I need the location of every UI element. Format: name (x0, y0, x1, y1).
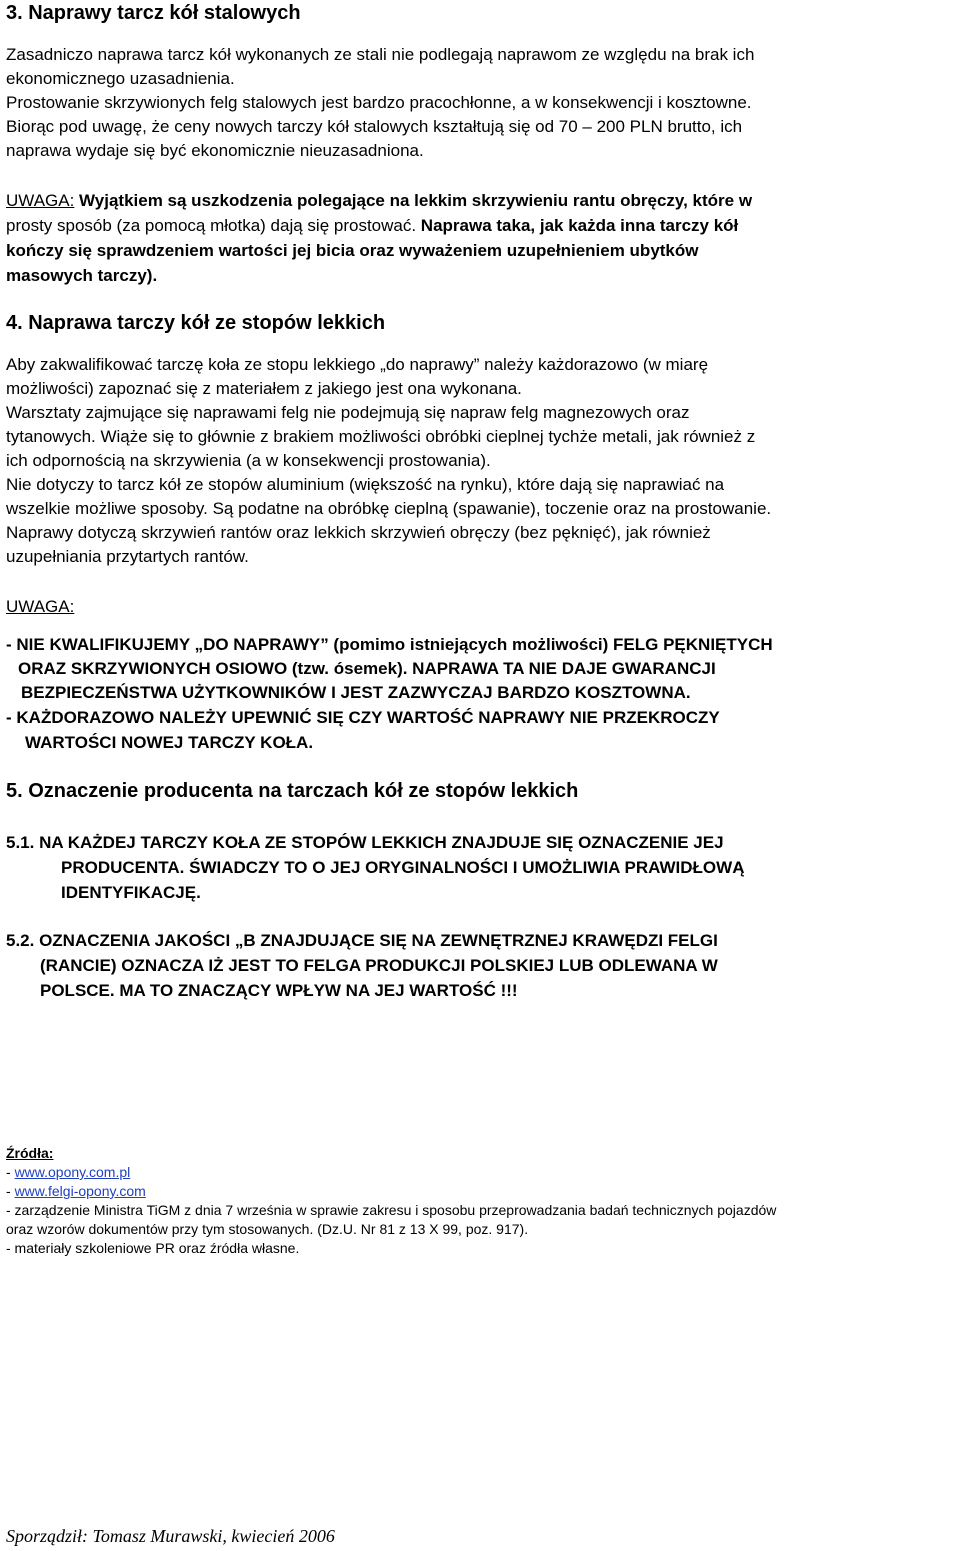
paragraph-line: Naprawy dotyczą skrzywień rantów oraz lekkich skrzywień obręczy (bez pęknięć), jak również (6, 523, 711, 542)
numbered-item-line: IDENTYFIKACJĘ. (61, 883, 201, 902)
paragraph-line: Aby zakwalifikować tarczę koła ze stopu lekkiego „do naprawy” należy każdorazowo (w miarę (6, 355, 709, 374)
numbered-item-line: 5.2. OZNACZENIA JAKOŚCI „B ZNAJDUJĄCE SIĘ NA ZEWNĘTRZNEJ KRAWĘDZI FELGI (6, 931, 718, 950)
warning-label: UWAGA: (6, 597, 75, 616)
warning-line: - KAŻDORAZOWO NALEŻY UPEWNIĆ SIĘ CZY WARTOŚĆ NAPRAWY NIE PRZEKROCZY (6, 708, 720, 727)
section-3-heading: 3. Naprawy tarcz kół stalowych (6, 2, 301, 24)
source-link[interactable]: www.opony.com.pl (14, 1164, 131, 1180)
warning-line: kończy się sprawdzeniem wartości jej bicia oraz wyważeniem uzupełnieniem ubytków (6, 241, 699, 260)
numbered-item-line: PRODUCENTA. ŚWIADCZY TO O JEJ ORYGINALNOŚCI I UMOŻLIWIA PRAWIDŁOWĄ (61, 858, 745, 877)
warning-line: UWAGA: Wyjątkiem są uszkodzenia polegające na lekkim skrzywieniu rantu obręczy, które w (6, 191, 753, 210)
paragraph-line: Biorąc pod uwagę, że ceny nowych tarczy kół stalowych kształtują się od 70 – 200 PLN brutto, ich (6, 117, 743, 136)
paragraph-line: Prostowanie skrzywionych felg stalowych jest bardzo pracochłonne, a w konsekwencji i kosztowne. (6, 93, 752, 112)
sources-heading: Źródła: (6, 1145, 54, 1161)
paragraph-line: wszelkie możliwe sposoby. Są podatne na obróbkę cieplną (spawanie), toczenie oraz na prostowanie. (6, 499, 772, 518)
warning-label: UWAGA: (6, 191, 75, 210)
numbered-item-line: (RANCIE) OZNACZA IŻ JEST TO FELGA PRODUKCJI POLSKIEJ LUB ODLEWANA W (40, 956, 718, 975)
source-item: oraz wzorów dokumentów przy tym stosowanych. (Dz.U. Nr 81 z 13 X 99, poz. 917). (6, 1221, 529, 1237)
source-item: - www.opony.com.pl (6, 1164, 131, 1180)
paragraph-line: tytanowych. Wiąże się to głównie z brakiem możliwości obróbki cieplnej tychże metali, jak również z (6, 427, 756, 446)
paragraph-line: możliwości) zapoznać się z materiałem z jakiego jest ona wykonana. (6, 379, 522, 398)
numbered-item-line: 5.1. NA KAŻDEJ TARCZY KOŁA ZE STOPÓW LEKKICH ZNAJDUJE SIĘ OZNACZENIE JEJ (6, 833, 724, 852)
paragraph-line: uzupełniania przytartych rantów. (6, 547, 249, 566)
paragraph-line: naprawa wydaje się być ekonomicznie nieuzasadniona. (6, 141, 424, 160)
source-item: - zarządzenie Ministra TiGM z dnia 7 września w sprawie zakresu i sposobu przeprowadzania badań technicznych pojazdów (6, 1202, 777, 1218)
numbered-item-line: POLSCE. MA TO ZNACZĄCY WPŁYW NA JEJ WARTOŚĆ !!! (40, 981, 518, 1000)
section-4-heading: 4. Naprawa tarczy kół ze stopów lekkich (6, 312, 386, 334)
warning-line: BEZPIECZEŃSTWA UŻYTKOWNIKÓW I JEST ZAZWYCZAJ BARDZO KOSZTOWNA. (21, 683, 691, 702)
author-footer: Sporządził: Tomasz Murawski, kwiecień 2006 (6, 1526, 335, 1546)
paragraph-line: ekonomicznego uzasadnienia. (6, 69, 235, 88)
source-link[interactable]: www.felgi-opony.com (14, 1183, 146, 1199)
source-item: - www.felgi-opony.com (6, 1183, 146, 1199)
warning-line: - NIE KWALIFIKUJEMY „DO NAPRAWY” (pomimo istniejących możliwości) FELG PĘKNIĘTYCH (6, 635, 773, 654)
warning-line: WARTOŚCI NOWEJ TARCZY KOŁA. (25, 733, 314, 752)
paragraph-line: Warsztaty zajmujące się naprawami felg nie podejmują się napraw felg magnezowych oraz (6, 403, 690, 422)
paragraph-line: Nie dotyczy to tarcz kół ze stopów aluminium (większość na rynku), które dają się naprawiać na (6, 475, 725, 494)
paragraph-line: Zasadniczo naprawa tarcz kół wykonanych ze stali nie podlegają naprawom ze względu na brak ich (6, 45, 755, 64)
section-5-heading: 5. Oznaczenie producenta na tarczach kół ze stopów lekkich (6, 780, 579, 802)
paragraph-line: ich odpornością na skrzywienia (a w konsekwencji prostowania). (6, 451, 491, 470)
warning-line: masowych tarczy). (6, 266, 158, 285)
warning-line: prosty sposób (za pomocą młotka) dają się prostować. Naprawa taka, jak każda inna tarczy kół (6, 216, 739, 235)
warning-line: ORAZ SKRZYWIONYCH OSIOWO (tzw. ósemek). NAPRAWA TA NIE DAJE GWARANCJI (18, 659, 716, 678)
source-item: - materiały szkoleniowe PR oraz źródła własne. (6, 1240, 300, 1256)
